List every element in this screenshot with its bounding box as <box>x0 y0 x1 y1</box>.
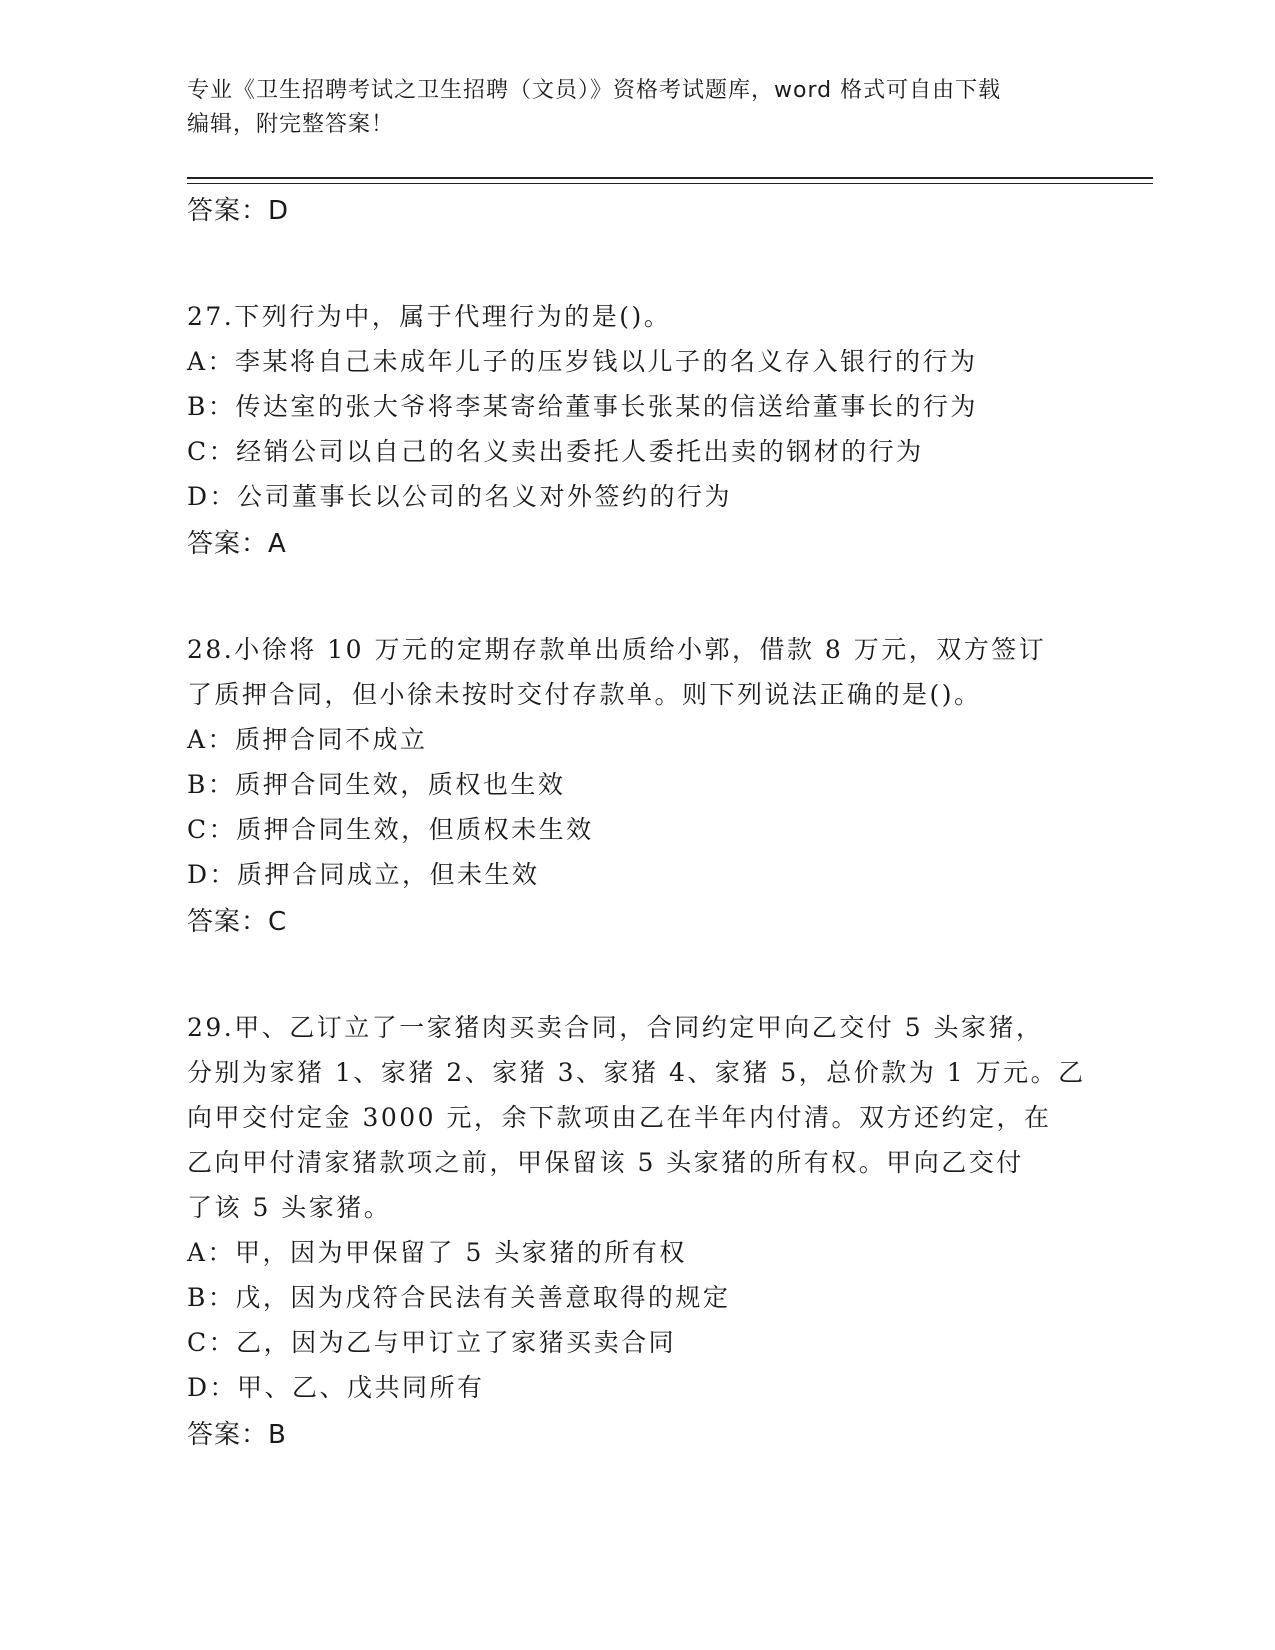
option-c: C：乙，因为乙与甲订立了家猪买卖合同 <box>187 1328 677 1357</box>
header-divider-thin <box>187 183 1153 184</box>
spacer <box>187 569 1087 627</box>
header-line-1: 专业《卫生招聘考试之卫生招聘（文员）》资格考试题库，word 格式可自由下载 <box>187 78 1002 103</box>
header-divider-thick <box>187 177 1153 179</box>
option-b: B：传达室的张大爷将李某寄给董事长张某的信送给董事长的行为 <box>187 392 978 421</box>
answer-line: 答案：A <box>187 529 287 559</box>
option-a: A：李某将自己未成年儿子的压岁钱以儿子的名义存入银行的行为 <box>187 347 978 376</box>
question-block-28 <box>187 627 1087 947</box>
option-d: D：甲、乙、戊共同所有 <box>187 1373 485 1402</box>
answer-line: 答案：C <box>187 907 288 937</box>
question-block-29 <box>187 1005 1087 1460</box>
question-stem: 27.下列行为中，属于代理行为的是()。 <box>187 302 672 331</box>
document-header <box>187 74 1067 142</box>
question-stem: 29.甲、乙订立了一家猪肉买卖合同，合同约定甲向乙交付 5 头家猪， <box>187 1013 1044 1042</box>
option-c: C：质押合同生效，但质权未生效 <box>187 815 594 844</box>
question-stem: 分别为家猪 1、家猪 2、家猪 3、家猪 4、家猪 5，总价款为 1 万元。乙 <box>187 1058 1086 1087</box>
option-c: C：经销公司以自己的名义卖出委托人委托出卖的钢材的行为 <box>187 437 924 466</box>
option-b: B：戊，因为戊符合民法有关善意取得的规定 <box>187 1283 731 1312</box>
question-stem: 了质押合同，但小徐未按时交付存款单。则下列说法正确的是()。 <box>187 680 982 709</box>
option-d: D：公司董事长以公司的名义对外签约的行为 <box>187 482 733 511</box>
option-a: A：甲，因为甲保留了 5 头家猪的所有权 <box>187 1238 687 1267</box>
question-stem: 乙向甲付清家猪款项之前，甲保留该 5 头家猪的所有权。甲向乙交付 <box>187 1148 1024 1177</box>
spacer <box>187 236 1087 294</box>
option-a: A：质押合同不成立 <box>187 725 428 754</box>
question-stem: 了该 5 头家猪。 <box>187 1193 392 1222</box>
question-stem: 向甲交付定金 3000 元，余下款项由乙在半年内付清。双方还约定，在 <box>187 1103 1052 1132</box>
header-line-2: 编辑，附完整答案！ <box>187 112 395 137</box>
answer-line: 答案：B <box>187 1420 287 1450</box>
question-block-27 <box>187 294 1087 569</box>
option-d: D：质押合同成立，但未生效 <box>187 860 540 889</box>
spacer <box>187 947 1087 1005</box>
option-b: B：质押合同生效，质权也生效 <box>187 770 566 799</box>
question-list <box>187 186 1087 1460</box>
question-stem: 28.小徐将 10 万元的定期存款单出质给小郭，借款 8 万元，双方签订 <box>187 635 1047 664</box>
previous-answer: 答案：D <box>187 196 290 226</box>
